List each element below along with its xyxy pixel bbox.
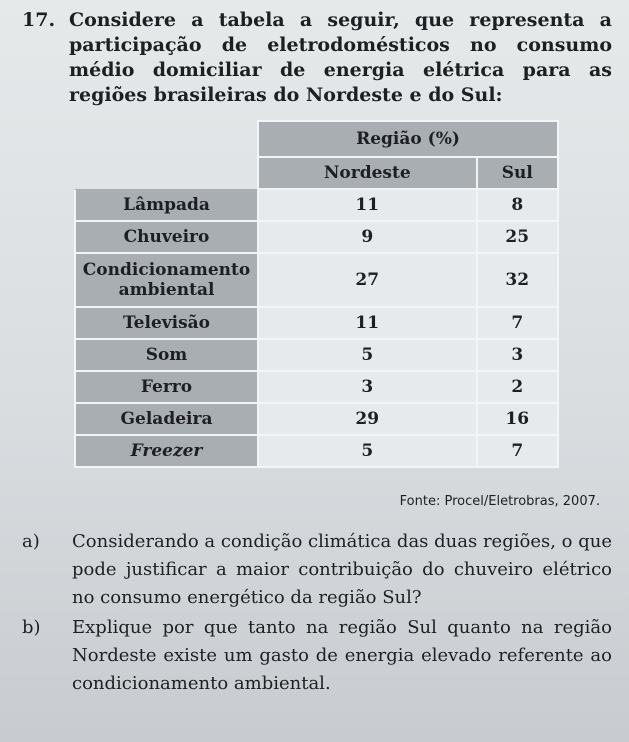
table-row xyxy=(75,371,558,403)
cell-nordeste: 29 xyxy=(258,403,477,435)
cell-sul: 16 xyxy=(477,403,559,435)
row-label: Som xyxy=(75,339,258,371)
column-header-sul: Sul xyxy=(477,157,559,189)
cell-sul: 2 xyxy=(477,371,559,403)
table-row xyxy=(75,339,558,371)
table-row xyxy=(75,435,558,467)
item-text: Explique por que tanto na região Sul quanto na região Nordeste existe um gasto de energia elevado referente ao condicionamento ambiental. xyxy=(72,617,612,694)
consumption-table xyxy=(74,120,559,468)
question-item-b xyxy=(22,614,612,698)
column-header-nordeste: Nordeste xyxy=(258,157,477,189)
table-row xyxy=(75,403,558,435)
cell-nordeste: 27 xyxy=(258,253,477,307)
cell-nordeste: 11 xyxy=(258,189,477,221)
cell-sul: 3 xyxy=(477,339,559,371)
cell-nordeste: 3 xyxy=(258,371,477,403)
row-label: Televisão xyxy=(75,307,258,339)
cell-sul: 8 xyxy=(477,189,559,221)
cell-nordeste: 5 xyxy=(258,339,477,371)
question-item-a xyxy=(22,528,612,612)
row-label: Condicionamento ambiental xyxy=(75,253,258,307)
item-label: b) xyxy=(22,617,41,638)
table-row xyxy=(75,189,558,221)
item-label: a) xyxy=(22,531,40,552)
cell-sul: 25 xyxy=(477,221,559,253)
item-text: Considerando a condição climática das duas regiões, o que pode justificar a maior contribuição do chuveiro elétrico no consumo energético da região Sul? xyxy=(72,531,612,608)
cell-sul: 32 xyxy=(477,253,559,307)
table-row xyxy=(75,307,558,339)
table-corner xyxy=(75,121,258,189)
table-source: Fonte: Procel/Eletrobras, 2007. xyxy=(399,494,600,509)
region-header: Região (%) xyxy=(258,121,558,157)
row-label: Ferro xyxy=(75,371,258,403)
cell-nordeste: 5 xyxy=(258,435,477,467)
row-label: Chuveiro xyxy=(75,221,258,253)
table-row xyxy=(75,253,558,307)
question-block xyxy=(22,8,612,108)
cell-sul: 7 xyxy=(477,435,559,467)
row-label: Lâmpada xyxy=(75,189,258,221)
cell-sul: 7 xyxy=(477,307,559,339)
question-number: 17. xyxy=(22,9,56,31)
cell-nordeste: 11 xyxy=(258,307,477,339)
question-text: Considere a tabela a seguir, que representa a participação de eletrodomésticos no consumo médio domiciliar de energia elétrica para as regiões brasileiras do Nordeste e do Sul: xyxy=(69,9,612,106)
row-label: Geladeira xyxy=(75,403,258,435)
row-label: Freezer xyxy=(75,435,258,467)
cell-nordeste: 9 xyxy=(258,221,477,253)
table-row xyxy=(75,221,558,253)
